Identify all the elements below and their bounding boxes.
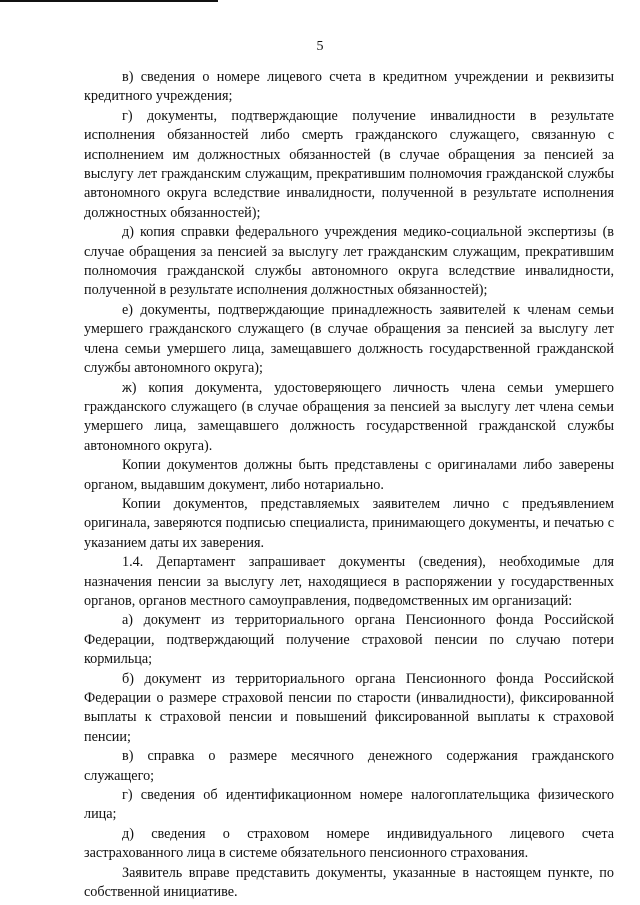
document-body bbox=[84, 68, 614, 902]
paragraph-item-e: е) документы, подтверждающие принадлежность заявителей к членам семьи умершего гражданского служащего (в случае обращения за пенсией за выслугу лет члена семьи умершего лица, замещавшего должность государственной гражданской службы автономного округа); bbox=[84, 301, 614, 377]
paragraph-request-b: б) документ из территориального органа Пенсионного фонда Российской Федерации о размере страховой пенсии по старости (инвалидности), фиксированной выплаты к страховой пенсии и повышений фиксированной выплаты к страховой пенсии; bbox=[84, 670, 614, 745]
paragraph-copies-certified: Копии документов должны быть представлены с оригиналами либо заверены органом, выдавшим документ, либо нотариально. bbox=[84, 457, 614, 493]
paragraph-item-d: д) копия справки федерального учреждения медико-социальной экспертизы (в случае обращения за пенсией за выслугу лет гражданским служащим, прекратившим полномочия гражданской службы автономного округа вследствие инвалидности, полученной в результате исполнения должностных обязанностей); bbox=[84, 224, 614, 299]
paragraph-request-d: д) сведения о страховом номере индивидуального лицевого счета застрахованного лица в системе обязательного пенсионного страхования. bbox=[84, 825, 614, 862]
paragraph-own-initiative: Заявитель вправе представить документы, указанные в настоящем пункте, по собственной инициативе. bbox=[84, 864, 614, 901]
paragraph-request-v: в) справка о размере месячного денежного содержания гражданского служащего; bbox=[84, 748, 614, 784]
paragraph-item-v: в) сведения о номере лицевого счета в кредитном учреждении и реквизиты кредитного учреждения; bbox=[84, 69, 614, 105]
paragraph-section-1-4: 1.4. Департамент запрашивает документы (сведения), необходимые для назначения пенсии за выслугу лет, находящиеся в распоряжении у государственных органов, органов местного самоуправления, подведомственных им организаций: bbox=[84, 554, 614, 609]
paragraph-item-g: г) документы, подтверждающие получение инвалидности в результате исполнения обязанностей либо смерть гражданского служащего, связанную с исполнением им должностных обязанностей (в случае обращения за пенсией за выслугу лет гражданским служащим, прекратившим полномочия гражданской службы автономного округа вследствие инвалидности, полученной в результате исполнения должностных обязанностей); bbox=[84, 107, 614, 221]
header-rule bbox=[0, 0, 218, 2]
paragraph-request-g: г) сведения об идентификационном номере налогоплательщика физического лица; bbox=[84, 787, 614, 823]
paragraph-request-a: а) документ из территориального органа Пенсионного фонда Российской Федерации, подтверждающий получение страховой пенсии по случаю потери кормильца; bbox=[84, 612, 614, 668]
page-number: 5 bbox=[316, 39, 324, 54]
paragraph-item-zh: ж) копия документа, удостоверяющего личность члена семьи умершего гражданского служащего (в случае обращения за пенсией за выслугу лет члена семьи умершего лица, замещавшего должность государственной гражданской службы автономного округа). bbox=[84, 379, 614, 454]
paragraph-copies-submitted: Копии документов, представляемых заявителем лично с предъявлением оригинала, заверяются подписью специалиста, принимающего документы, и печатью с указанием даты их заверения. bbox=[84, 495, 614, 551]
